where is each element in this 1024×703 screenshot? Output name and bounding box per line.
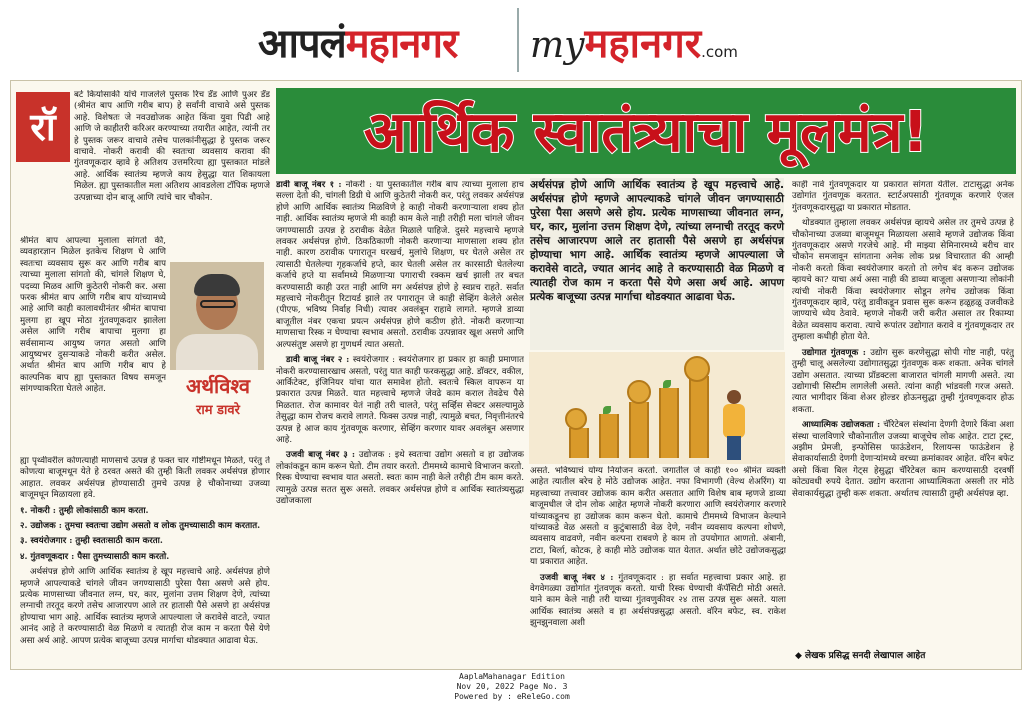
- headline: आर्थिक स्वातंत्र्याचा मूलमंत्र!: [363, 100, 929, 165]
- masthead: [0, 0, 1024, 80]
- author-hair: [194, 274, 240, 296]
- column-title: अर्थविश्व: [186, 374, 250, 398]
- para2: श्रीमंत बाप आपल्या मुलाला सांगतो की, व्यवहारज्ञान मिळेल इतकेच शिक्षण घे आणि स्वतःचा व्यवसाय सुरू कर आणि गरीब बाप त्याच्या मुलाला सांगतो की, चांगले शिक्षण घे, पदव्या मिळव आणि कुठेतरी नोकरी कर. असा फरक श्रीमंत बाप आणि गरीब बाप यांच्यामध्ये आहे आणि काही कालावधीनंतर श्रीमंत बापाचा मुलगा हा खूप मोठा गुंतवणूकदार झालेला असेल आणि गरीब बापाचा मुलगा हा सर्वसामान्य आयुष्य जगत असतो आणि आयुष्यभर दुसऱ्याकडे नोकरी करीत असेल. अर्थात श्रीमंत बाप आणि गरीब बाप हे काल्पनिक बाप ह्या पुस्तकात विषय समजून सांगण्याकरिता घेतले आहेत.: [20, 236, 166, 395]
- para4: अर्थसंपन्न होणे आणि आर्थिक स्वातंत्र्य हे खूप महत्त्वाचे आहे. अर्थसंपन्न होणे म्हणजे आपल्याकडे चांगले जीवन जगण्यासाठी पुरेसा पैसा असणे असे होय. प्रत्येक माणसाच्या जीवनात लग्न, घर, कार, मुलांना उत्तम शिक्षण देणे, त्यांच्या लग्नाची तरतूद करणे तसेच आजारपण आले तर हातासी पैसे असणे हा अर्थसंपन्न होण्याचा भाग आहे. आर्थिक स्वातंत्र्य म्हणजे आपल्याला जे करावेसे वाटते, ज्यात आनंद आहे ते करण्यासाठी वेळ मिळणे व त्यातही रोज काम न करता पैसे येणे असा अर्थ आहे. आपण प्रत्येक बाजूच्या उत्पन्न मार्गाचा थोडक्यात आढावा घेऊ.: [20, 567, 270, 646]
- left-side-1-text: नोकरी : या पुस्तकातील गरीब बाप त्याच्या मुलाला हाच सल्ला देतो की, चांगली डिग्री घे आणि कुठेतरी नोकरी कर, परंतु लवकर अर्थसंपन्न होणे आणि आर्थिक स्वातंत्र्य मिळविणे हे काही नोकरी करणाऱ्याला शक्य होत नाही. आर्थिक स्वातंत्र्य म्हणजे मी काही काम केले नाही तरीही मला चांगले जीवन जगण्यासाठी उत्पन्न हे ठरावीक वेळेत मिळाले पाहिजे. दुसरे महत्त्वाचे म्हणजे लवकर अर्थसंपन्न होणे. ठिकठिकाणी नोकरी करणाऱ्या माणसाला शक्य होत नाही. कारण ठरावीक पगारातून घरखर्च, मुलांचे शिक्षण, घर घेतले असेल तर त्यासाठी घेतलेल्या गृहकर्जाचे हप्ते, कार घेतली असेल तर कारसाठी घेतलेल्या कर्जाचे हप्ते या सर्वांमध्ये मिळणाऱ्या पगाराची रक्कम खर्च झाली तर बचत करण्यासाठी काही उरत नाही आणि मग अर्थसंपन्न होणे हे स्वप्नच राहते. सर्वात महत्त्वाचे नोकरीतून रिटायर्ड झाले तर पगारातून जे काही सेव्हिंग केलेले असेल (पीएफ, भविष्य निर्वाह निधी) त्यावर अवलंबून राहावे लागते. म्हणजे डाव्या बाजूतील नंबर एकचा प्रयत्न अर्थसंपन्न होणे कठीण होते. नोकरी करणाऱ्या माणसाचा रिस्क न घेण्याचा स्वभाव असतो. ठरावीक उत्पन्नावर खूश असणे आणि अल्पसंतुष्ट असणे हा गुणधर्म त्यात असतो.: [276, 180, 524, 350]
- para3: ह्या पृथ्वीवरील कोणत्याही माणसाचे उत्पन्न हे फक्त चार गोष्टीमधून मिळते, परंतु ते कोणत्या बाजूमधून येते हे ठरवत असते की तुम्ही किती लवकर अर्थसंपन्न होणार आहात. लवकर अर्थसंपन्न होण्यासाठी तुमचे उत्पन्न हे चौकोनाच्या उजव्या बाजूमधून मिळायला हवे.: [20, 456, 270, 501]
- logo1-part-b: महानगर: [345, 21, 458, 67]
- dropcap: रॉ: [16, 92, 70, 162]
- left-side-1-head: डावी बाजू नंबर १ :: [276, 180, 342, 190]
- point-2: २. उद्योजक : तुमचा स्वतःचा उद्योग असतो व लोक तुमच्यासाठी काम करतात.: [20, 521, 261, 532]
- money-growth-illustration: [529, 352, 785, 464]
- col4-inv-text: उद्योग सुरू करणेसुद्धा सोपी गोष्ट नाही, परंतु तुम्ही चालू असलेल्या उद्योगातसुद्धा गुंतवणूक करू शकता. अनेक चांगले उद्योग असतात. त्याच्या प्रॉडक्टला बाजारात चांगली मागणी असते. त्या उद्योगाची सिस्टीम लागलेली असते. त्यांना काही भांडवली गरज असते. त्यात भागीदार किंवा शेअर होल्डर होऊनसुद्धा तुम्ही गुंतवणूकदार होऊ शकता.: [792, 347, 1014, 415]
- footer-powered-by[interactable]: Powered by : eReleGo.com: [454, 692, 570, 701]
- col4-spirit-text: चॅरिटेबल संस्थांना देणगी देणारे किंवा अशा संस्था चालविणारे चौकोनातील उजव्या बाजूचेच लोक आहेत. टाटा ट्रस्ट, अझीम प्रेमजी, इन्फोसिस फाऊंडेशन, रिलायन्स फाऊंडेशन हे सेवाकार्यासाठी देणगी देणाऱ्यांमध्ये वरच्या क्रमांकावर आहेत. वॉरेन बफेट असो किंवा बिल गेट्स हेसुद्धा चॅरिटेबल काम करण्यासाठी दरवर्षी कोट्यवधी रुपये देतात. उद्योग करताना आध्यात्मिकता असली तर मोठे सेवाकार्यसुद्धा तुम्ही करू शकता. अर्थातच त्यासाठी तुम्ही अर्थसंपन्न व्हा.: [792, 420, 1014, 499]
- edition-footer: [0, 672, 1024, 702]
- point-4: ४. गुंतवणूकदार : पैसा तुमच्यासाठी काम करतो.: [20, 551, 170, 562]
- author-byline: ◆ लेखक प्रसिद्ध सनदी लेखापाल आहेत: [795, 651, 926, 661]
- author-name: राम डावरे: [196, 403, 240, 418]
- logo2-com: .com: [701, 43, 738, 61]
- intro-column: [74, 90, 270, 258]
- column-3-bottom: [530, 466, 786, 664]
- plant-sprout-2: [663, 380, 671, 388]
- right-side-1-text: उद्योजक : इथे स्वतःचा उद्योग असतो व हा उद्योजक लोकांकडून काम करून घेतो. टीम तयार करतो. टीममध्ये कामाचे विभाजन करतो. रिस्क घेण्याचा स्वभाव यात असतो. स्वतः काम नाही केले तरीही टीम काम करते. त्यामुळे उत्पन्न सतत सुरू असते. लवकर अर्थसंपन्न होणे व आर्थिक स्वातंत्र्यसुद्धा उद्योजकाला: [276, 450, 524, 506]
- col3-bottom-text: असते. भविष्याचं योग्य नियोजन करतो. जगातील जे काही १०० श्रीमंत व्यक्ती आहेत त्यातील बरेच हे मोठे उद्योजक आहेत. नफा विभागणी (वेल्थ शेअरिंग) या महत्त्वाच्या तत्त्वावर उद्योजक काम करीत असतात आणि विशेष बाब म्हणजे डाव्या बाजूमधील जे दोन लोक आहेत म्हणजे नोकरी करणारा आणि स्वयंरोजगार करणारे यांच्याकडूनच हा उद्योजक काम करून घेतो. कामाचे टीममध्ये विभाजन केल्याने यांच्याकडे वेळ असतो व कुटुंबासाठी वेळ देणे, नवीन व्यवसाय कल्पना शोधणे, व्यवसाय वाढवणे, नवीन कल्पना राबवणे हे काम तो उपयोगात आणतो. अंबानी, टाटा, बिर्ला, कोटक, हे काही मोठे उद्योजक यात येतात. अर्थात छोटे उद्योजकसुद्धा या प्रकारात आहेत.: [530, 466, 786, 568]
- logo1-part-a: आपलं: [258, 21, 346, 67]
- right-side-2-head: उजवी बाजू नंबर ४ :: [540, 572, 614, 583]
- aapla-mahanagar-logo[interactable]: [258, 14, 457, 69]
- point-1: १. नोकरी : तुम्ही लोकांसाठी काम करता.: [20, 505, 149, 516]
- footer-edition: AaplaMahanagar Edition: [459, 672, 565, 681]
- headline-banner: [276, 88, 1016, 174]
- coin-stack-3: [629, 402, 649, 458]
- left-side-2-text: स्वयंरोजगार : स्वयंरोजगार हा प्रकार हा काही प्रमाणात नोकरी करण्यासारखाच असतो, परंतु यात काही फरकसुद्धा आहे. डॉक्टर, वकील, आर्किटेक्ट, इंजिनियर यांचा यात समावेश होतो. स्वतःचे स्किल वापरून या प्रकारात उत्पन्न मिळते. यात महत्त्वाचे म्हणजे जेवढे काम कराल तेवढेच पैसे मिळतात. रोज कामावर येतं नाही तरी चालते, परंतु सर्व्हिस सेक्टर असल्यामुळे तेसुद्धा काम रोजच करावे लागते. फिक्स उत्पन्न नाही, त्यामुळे बचत, निवृत्तीनंतरचे उत्पन्न हे आज काय गुंतवणूक करणार, सेव्हिंग करणार यावर अवलंबून असणार आहे.: [276, 355, 524, 445]
- col4-inv-head: उद्योगात गुंतवणूक :: [802, 347, 866, 358]
- author-glasses: [200, 300, 236, 308]
- masthead-divider: [517, 8, 519, 72]
- rupee-coin-2: [627, 380, 651, 404]
- my-mahanagar-logo[interactable]: [530, 14, 738, 69]
- col4-p2: थोडक्यात तुम्हाला लवकर अर्थसंपन्न व्हायचे असेल तर तुमचे उत्पन्न हे चौकोनाच्या उजव्या बाजूमधून मिळायला असावे म्हणजे उद्योजक किंवा गुंतवणूकदार असणे गरजेचे आहे. मी माझ्या सेमिनारमध्ये बरीच वार चौकोन समजावून सांगताना अनेक लोक प्रश्न विचारतात की आम्ही नोकरी करतो किंवा स्वयंरोजगार करतो तो लगेच बंद करून उद्योजक व्हायचे का? याचा अर्थ असा नाही की डाव्या बाजूला असणाऱ्या लोकांनी त्यांची नोकरी किंवा स्वयंरोजगार सोडून लगेच उद्योजक किंवा गुंतवणूकदार व्हावे, परंतु डावीकडून प्रवास सुरू करून हळूहळू उजवीकडे जाण्याचे ध्येय ठेवावे. म्हणजे नोकरी जरी करीत असाल तर रिकाम्या वेळेत व्यवसाय करावा. त्याचे रूपांतर उद्योगात करावे व गुंतवणूकदार तर तुम्हाला कधीही होता येते.: [792, 218, 1014, 343]
- col4-spirit-head: आध्यात्मिक उद्योजकता :: [802, 420, 881, 431]
- intro-paragraph: बर्ट कियोसाकी यांचे गाजलेले पुस्तक रिच डॅड आणि पुअर डॅड (श्रीमंत बाप आणि गरीब बाप) हे सर्वांनी वाचावे असे पुस्तक आहे. विशेषतः जे नवउद्योजक आहेत किंवा युवा पिढी आहे आणि जे काहीतरी करिअर करण्याच्या तयारीत आहेत, त्यांनी तर हे पुस्तक जरूर वाचावे तसेच पालकांनीसुद्धा हे पुस्तक जरूर वाचावे. नोकरी करावी की स्वतःचा व्यवसाय करावा की गुंतवणूकदार व्हावे हे अतिशय उत्तमरित्या ह्या पुस्तकात मांडले आहे. आर्थिक स्वातंत्र्य म्हणजे काय हेसुद्धा यात शिकायला मिळेल. ह्या पुस्तकातील मला अतिशय आवडलेला टॉपिक म्हणजे उत्पन्नाच्या दोन बाजू आणि त्यांचे चार चौकोन.: [74, 90, 270, 203]
- logo2-part-b: महानगर: [584, 21, 702, 67]
- col4-text: काही नावे गुंतवणूकदार या प्रकारात सांगता येतील. टाटासुद्धा अनेक उद्योगांत गुंतवणूक करतात. स्टार्टअपसाठी गुंतवणूक करणारे एंजल गुंतवणूकदारसुद्धा या प्रकारात मोडतात.: [792, 180, 1014, 213]
- pull-quote: अर्थसंपन्न होणे आणि आर्थिक स्वातंत्र्य हे खूप महत्त्वाचे आहे. अर्थसंपन्न होणे म्हणजे आपल्याकडे चांगले जीवन जगण्यासाठी पुरेसा पैसा असणे असे होय. प्रत्येक माणसाच्या जीवनात लग्न, घर, कार, मुलांना उत्तम शिक्षण देणे, त्यांच्या लग्नाची तरतूद करणे तसेच आजारपण आले तर हातासी पैसे असणे हा अर्थसंपन्न होण्याचा भाग आहे. आर्थिक स्वातंत्र्य म्हणजे आपल्याला जे करावेसे वाटते, ज्यात आनंद आहे ते करण्यासाठी वेळ मिळणे व त्यातही रोज काम न करता पैसे येणे असा अर्थ आहे. आपण प्रत्येक बाजूच्या उत्पन्न मार्गाचा थोडक्यात आढावा घेऊ.: [530, 178, 784, 350]
- column-4: [792, 180, 1014, 646]
- rupee-coin-1: [565, 408, 587, 430]
- logo2-my: my: [530, 25, 585, 66]
- coin-stack-4: [659, 388, 679, 458]
- rupee-coin-3: [684, 356, 710, 382]
- author-photo: [170, 262, 264, 370]
- coin-stack-2: [599, 414, 619, 458]
- column-2: [276, 180, 524, 664]
- plant-sprout-1: [603, 406, 611, 414]
- para2-column: [20, 236, 166, 452]
- author-shirt: [176, 334, 258, 370]
- para3-column: [20, 456, 270, 664]
- left-side-2-head: डावी बाजू नंबर २ :: [286, 355, 350, 366]
- point-3: ३. स्वयंरोजगार : तुम्ही स्वतःसाठी काम करता.: [20, 536, 163, 547]
- footer-date-page: Nov 20, 2022 Page No. 3: [456, 682, 568, 691]
- person-watering-figure: [719, 390, 749, 460]
- coin-stack-1: [569, 428, 589, 458]
- right-side-1-head: उजवी बाजू नंबर ३ :: [286, 450, 356, 461]
- coin-stack-5: [689, 376, 709, 458]
- right-side-2-text: गुंतवणूकदार : हा सर्वात महत्त्वाचा प्रकार आहे. हा वेगवेगळ्या उद्योगांत गुंतवणूक करतो. याची रिस्क घेण्याची कॅपॅसिटी मोठी असते. याने काम केले नाही तरी याच्या गुंतवणुकीवर २४ तास उत्पन्न सुरू असते. याला आर्थिक स्वातंत्र्य असते व हा अर्थसंपन्नसुद्धा असतो. वॉरेन बफेट, स्व. राकेश झुनझुनवाला अशी: [530, 572, 786, 629]
